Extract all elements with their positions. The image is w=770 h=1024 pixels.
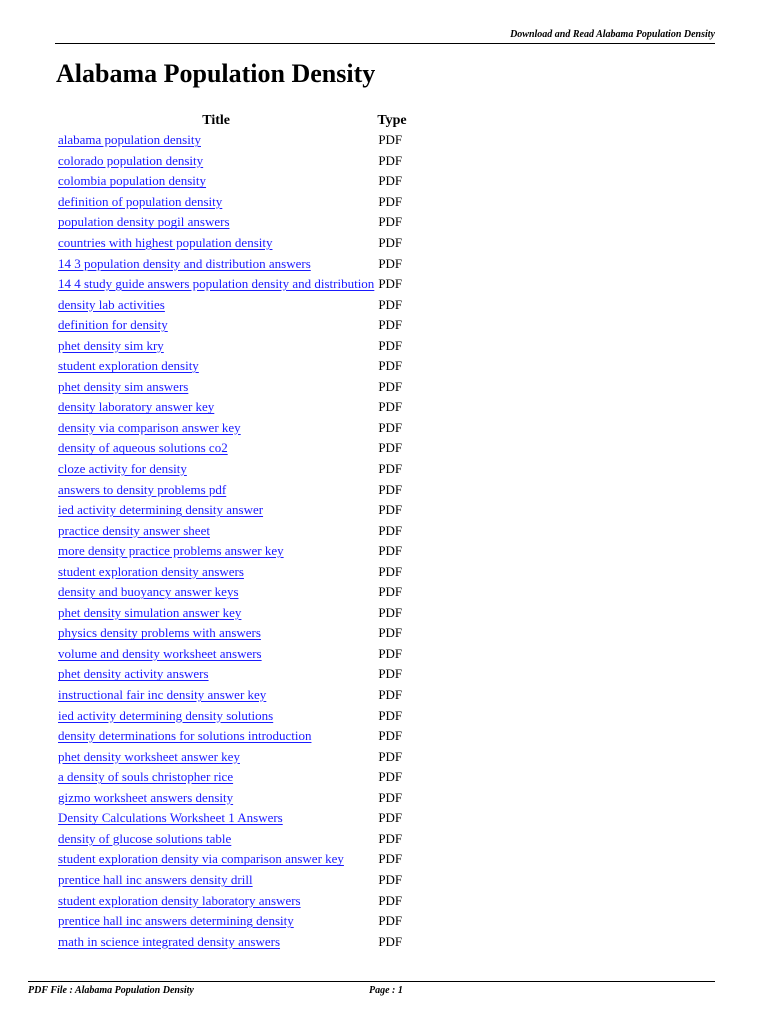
document-link[interactable]: alabama population density	[58, 132, 201, 148]
document-link[interactable]: math in science integrated density answers	[58, 933, 281, 949]
document-link[interactable]: phet density activity answers	[58, 666, 209, 682]
page-footer	[28, 981, 715, 1000]
document-link[interactable]: student exploration density via comparison answer key	[58, 851, 344, 867]
cell-type: PDF	[378, 543, 403, 559]
cell-type: PDF	[378, 481, 403, 497]
document-link[interactable]: gizmo worksheet answers density	[58, 789, 234, 805]
document-link[interactable]: prentice hall inc answers determining density	[58, 913, 294, 929]
cell-title	[55, 130, 377, 151]
cell-type: PDF	[378, 933, 403, 949]
table-row	[55, 500, 407, 521]
cell-type: PDF	[378, 399, 403, 415]
cell-type: PDF	[378, 440, 403, 456]
table-row	[55, 294, 407, 315]
table-row	[55, 520, 407, 541]
document-link[interactable]: countries with highest population density	[58, 235, 273, 250]
table-row	[55, 418, 407, 439]
cell-title	[55, 253, 377, 274]
table-row	[55, 541, 407, 562]
cell-title	[55, 294, 377, 315]
cell-type: PDF	[378, 892, 403, 908]
cell-title	[55, 438, 377, 459]
cell-title	[55, 418, 377, 439]
table-row	[55, 726, 407, 747]
table-row	[55, 356, 407, 377]
document-link[interactable]: answers to density problems pdf	[58, 481, 227, 497]
cell-title	[55, 808, 377, 829]
cell-type: PDF	[378, 522, 403, 538]
document-link[interactable]: density via comparison answer key	[58, 419, 241, 435]
document-link[interactable]: phet density worksheet answer key	[58, 748, 240, 764]
cell-title	[55, 151, 377, 172]
document-link[interactable]: 14 3 population density and distribution answers	[58, 255, 311, 271]
cell-type: PDF	[378, 707, 403, 723]
cell-title	[55, 315, 377, 336]
document-link[interactable]: density of aqueous solutions co2	[58, 440, 228, 456]
document-link[interactable]: prentice hall inc answers density drill	[58, 871, 253, 887]
cell-type: PDF	[378, 666, 403, 682]
document-link[interactable]: density and buoyancy answer keys	[58, 584, 239, 600]
cell-title	[55, 459, 377, 480]
table-row	[55, 931, 407, 952]
document-link[interactable]: Density Calculations Worksheet 1 Answers	[58, 810, 283, 826]
cell-type: PDF	[378, 317, 403, 333]
cell-type: PDF	[378, 337, 403, 353]
table-row	[55, 233, 407, 254]
cell-type: PDF	[378, 789, 403, 805]
table-row	[55, 253, 407, 274]
footer-file-label: PDF File : Alabama Population Density	[28, 985, 194, 996]
cell-type: PDF	[378, 173, 403, 189]
cell-type: PDF	[378, 687, 403, 703]
document-link[interactable]: density of glucose solutions table	[58, 830, 232, 846]
document-link[interactable]: definition of population density	[58, 193, 223, 209]
table-row	[55, 479, 407, 500]
document-link[interactable]: practice density answer sheet	[58, 522, 210, 538]
cell-title	[55, 644, 377, 665]
table-row	[55, 212, 407, 233]
table-row	[55, 644, 407, 665]
cell-type: PDF	[378, 728, 403, 744]
table-header-row	[55, 110, 407, 130]
document-link[interactable]: student exploration density laboratory answers	[58, 892, 301, 908]
table-row	[55, 459, 407, 480]
cell-title	[55, 931, 377, 952]
cell-title	[55, 192, 377, 213]
table-row	[55, 274, 407, 295]
table-row	[55, 767, 407, 788]
cell-title	[55, 541, 377, 562]
cell-title	[55, 767, 377, 788]
document-link[interactable]: colorado population density	[58, 152, 204, 168]
cell-type: PDF	[378, 214, 403, 230]
table-row	[55, 870, 407, 891]
table-row	[55, 829, 407, 850]
cell-type: PDF	[378, 152, 403, 168]
cell-title	[55, 561, 377, 582]
cell-type: PDF	[378, 193, 403, 209]
cell-type: PDF	[378, 810, 403, 826]
cell-title	[55, 582, 377, 603]
cell-title	[55, 233, 377, 254]
document-link[interactable]: ied activity determining density solutions	[58, 707, 274, 723]
cell-title	[55, 623, 377, 644]
cell-title	[55, 911, 377, 932]
cell-title	[55, 705, 377, 726]
cell-type: PDF	[378, 132, 403, 148]
cell-type: PDF	[378, 276, 403, 292]
document-link[interactable]: a density of souls christopher rice	[58, 769, 234, 785]
cell-title	[55, 890, 377, 911]
cell-title	[55, 685, 377, 706]
cell-title	[55, 397, 377, 418]
document-link[interactable]: student exploration density answers	[58, 563, 244, 579]
footer-page-number: Page : 1	[369, 985, 403, 996]
document-link[interactable]: density determinations for solutions introduction	[58, 728, 312, 744]
cell-title	[55, 335, 377, 356]
document-link[interactable]: density laboratory answer key	[58, 399, 215, 415]
cell-title	[55, 788, 377, 809]
cell-type: PDF	[378, 235, 403, 250]
document-link[interactable]: instructional fair inc density answer key	[58, 687, 267, 703]
cell-type: PDF	[378, 378, 403, 394]
table-row	[55, 849, 407, 870]
cell-title	[55, 356, 377, 377]
document-link[interactable]: density lab activities	[58, 296, 165, 312]
table-row	[55, 335, 407, 356]
cell-type: PDF	[378, 296, 403, 312]
cell-title	[55, 212, 377, 233]
cell-title	[55, 870, 377, 891]
cell-type: PDF	[378, 358, 403, 374]
table-row	[55, 603, 407, 624]
cell-title	[55, 479, 377, 500]
cell-type: PDF	[378, 461, 403, 477]
cell-type: PDF	[378, 748, 403, 764]
cell-type: PDF	[378, 769, 403, 785]
header-text: Download and Read Alabama Population Density	[510, 29, 715, 40]
document-link[interactable]: more density practice problems answer key	[58, 543, 284, 559]
table-row	[55, 561, 407, 582]
table-row	[55, 788, 407, 809]
table-row	[55, 171, 407, 192]
document-link[interactable]: phet density sim kry	[58, 337, 164, 353]
cell-title	[55, 829, 377, 850]
document-link[interactable]: population density pogil answers	[58, 214, 230, 230]
table-row	[55, 685, 407, 706]
cell-type: PDF	[378, 830, 403, 846]
document-link[interactable]: cloze activity for density	[58, 461, 187, 477]
table-row	[55, 192, 407, 213]
document-link[interactable]: student exploration density	[58, 358, 199, 374]
document-link[interactable]: ied activity determining density answer	[58, 502, 264, 518]
cell-type: PDF	[378, 584, 403, 600]
cell-title	[55, 171, 377, 192]
document-link[interactable]: phet density sim answers	[58, 378, 189, 394]
cell-type: PDF	[378, 625, 403, 641]
cell-type: PDF	[378, 502, 403, 518]
cell-type: PDF	[378, 255, 403, 271]
document-link[interactable]: phet density simulation answer key	[58, 604, 242, 620]
page-title: Alabama Population Density	[56, 59, 376, 88]
table-row	[55, 397, 407, 418]
cell-type: PDF	[378, 871, 403, 887]
document-link[interactable]: definition for density	[58, 317, 168, 333]
table-row	[55, 315, 407, 336]
document-link[interactable]: physics density problems with answers	[58, 625, 261, 641]
column-header-type: Type	[377, 113, 407, 128]
table-row	[55, 746, 407, 767]
cell-title	[55, 849, 377, 870]
cell-type: PDF	[378, 563, 403, 579]
table-row	[55, 808, 407, 829]
table-body	[55, 130, 407, 952]
cell-type: PDF	[378, 913, 403, 929]
table-row	[55, 911, 407, 932]
table-row	[55, 890, 407, 911]
table-row	[55, 438, 407, 459]
cell-title	[55, 726, 377, 747]
table-row	[55, 151, 407, 172]
cell-type: PDF	[378, 419, 403, 435]
table-row	[55, 705, 407, 726]
documents-table	[55, 110, 407, 952]
cell-type: PDF	[378, 604, 403, 620]
cell-type: PDF	[378, 645, 403, 661]
document-link[interactable]: colombia population density	[58, 173, 207, 189]
table-row	[55, 582, 407, 603]
document-link[interactable]: volume and density worksheet answers	[58, 645, 262, 661]
cell-title	[55, 274, 377, 295]
cell-title	[55, 746, 377, 767]
column-header-title: Title	[202, 113, 231, 128]
page-header	[55, 29, 715, 44]
cell-type: PDF	[378, 851, 403, 867]
cell-title	[55, 500, 377, 521]
cell-title	[55, 664, 377, 685]
table-row	[55, 623, 407, 644]
table-row	[55, 664, 407, 685]
table-row	[55, 377, 407, 398]
cell-title	[55, 520, 377, 541]
cell-title	[55, 603, 377, 624]
cell-title	[55, 377, 377, 398]
table-row	[55, 130, 407, 151]
document-link[interactable]: 14 4 study guide answers population density and distribution	[58, 276, 375, 292]
